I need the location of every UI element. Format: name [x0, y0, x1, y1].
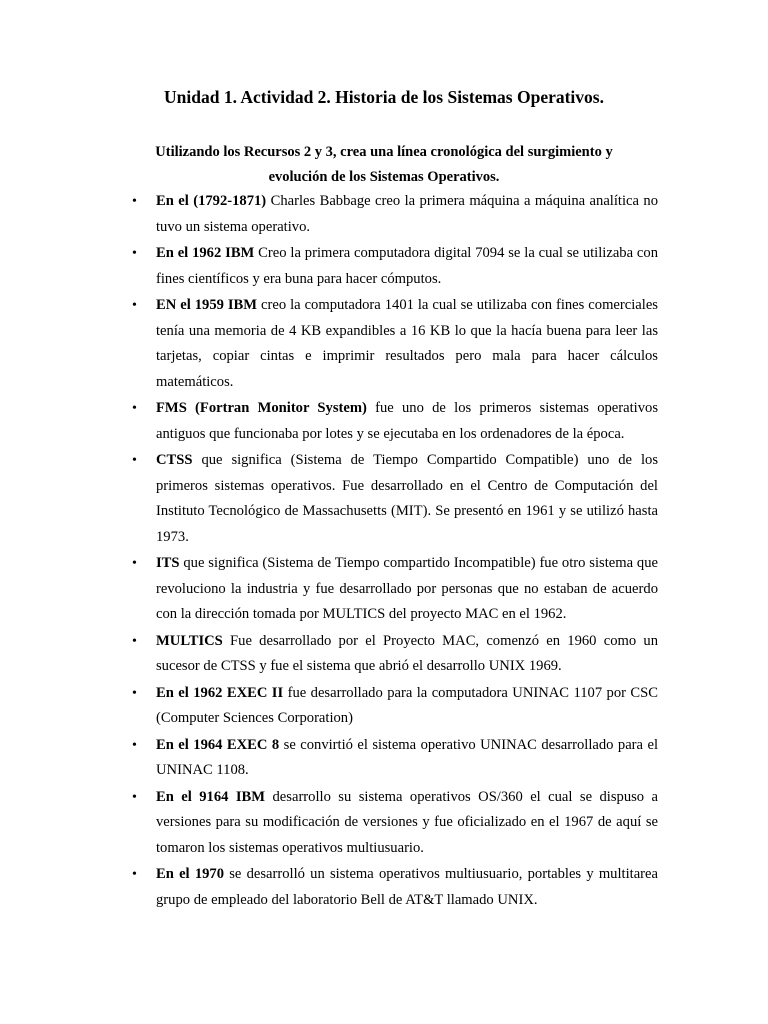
document-subtitle: Utilizando los Recursos 2 y 3, crea una línea cronológica del surgimiento y evolución de los Sistemas Operativos.: [155, 144, 613, 185]
list-item: [132, 448, 658, 550]
item-text: fue uno de los primeros sistemas operativos antiguos que funcionaba por lotes y se ejecutaba en los ordenadores de la época.: [156, 400, 659, 442]
list-item: [132, 396, 658, 447]
item-text: Creo la primera computadora digital 7094 se la cual se utilizaba con fines científicos y era buna para hacer cómputos.: [156, 245, 659, 287]
list-item: [132, 862, 658, 913]
item-text: se convirtió el sistema operativo UNINAC desarrollado para el UNINAC 1108.: [156, 736, 658, 778]
list-item: [132, 551, 658, 628]
item-lead: En el 1962 IBM: [156, 245, 255, 261]
item-text: desarrollo su sistema operativos OS/360 el cual se dispuso a versiones para su modificación de versiones y fue oficializado en el 1967 de aquí se tomaron los sistemas operativos multiusuario.: [156, 788, 659, 856]
bullet-icon: •: [132, 556, 137, 571]
item-lead: ITS: [156, 555, 180, 571]
bullet-icon: •: [132, 401, 137, 416]
bullet-icon: •: [132, 194, 137, 209]
bullet-icon: •: [132, 789, 137, 805]
item-text: creo la computadora 1401 la cual se utilizaba con fines comerciales tenía una memoria de 4 KB expandibles a 16 KB lo que la hacía buena para leer las tarjetas, copiar cintas e imprimir resultados pero mala para hacer cálculos matemáticos.: [156, 297, 658, 390]
item-lead: CTSS: [156, 452, 193, 468]
timeline-list: [132, 189, 658, 914]
item-text: que significa (Sistema de Tiempo compartido Incompatible) fue otro sistema que revoluciono la industria y fue desarrollado por personas que no estaban de acuerdo con la dirección tomada por MULTICS del proyecto MAC en el 1962.: [156, 555, 658, 622]
item-text: Charles Babbage creo la primera máquina a máquina analítica no tuvo un sistema operativo.: [156, 193, 658, 235]
bullet-icon: •: [132, 246, 137, 261]
item-lead: En el 1964 EXEC 8: [156, 736, 280, 753]
item-lead: MULTICS: [156, 632, 223, 649]
list-item: [132, 785, 658, 862]
item-lead: En el 9164 IBM: [156, 788, 266, 805]
item-lead: En el 1962 EXEC II: [156, 684, 284, 701]
list-item: [132, 733, 658, 784]
list-item: [132, 241, 658, 292]
item-lead: FMS (Fortran Monitor System): [156, 400, 367, 416]
bullet-icon: •: [132, 298, 137, 313]
item-lead: En el 1970: [156, 866, 225, 882]
bullet-icon: •: [132, 685, 137, 701]
item-text: Fue desarrollado por el Proyecto MAC, comenzó en 1960 como un sucesor de CTSS y fue el sistema que abrió el desarrollo UNIX 1969.: [156, 632, 658, 674]
list-item: [132, 293, 658, 395]
item-lead: En el (1792-1871): [156, 193, 267, 209]
item-lead: EN el 1959 IBM: [156, 297, 258, 313]
list-item: [132, 681, 658, 732]
bullet-icon: •: [132, 453, 137, 468]
bullet-icon: •: [132, 737, 137, 753]
bullet-icon: •: [132, 867, 137, 882]
item-text: se desarrolló un sistema operativos multiusuario, portables y multitarea grupo de empleado del laboratorio Bell de AT&T llamado UNIX.: [156, 866, 658, 908]
list-item: [132, 189, 658, 240]
item-text: fue desarrollado para la computadora UNINAC 1107 por CSC (Computer Sciences Corporation): [156, 684, 658, 726]
bullet-icon: •: [132, 633, 137, 649]
list-item: [132, 629, 658, 680]
item-text: que significa (Sistema de Tiempo Compartido Compatible) uno de los primeros sistemas operativos. Fue desarrollado en el Centro de Computación del Instituto Tecnológico de Massachusetts (MIT). Se presentó en 1961 y se utilizó hasta 1973.: [156, 452, 658, 545]
document-title: Unidad 1. Actividad 2. Historia de los Sistemas Operativos.: [164, 87, 604, 107]
